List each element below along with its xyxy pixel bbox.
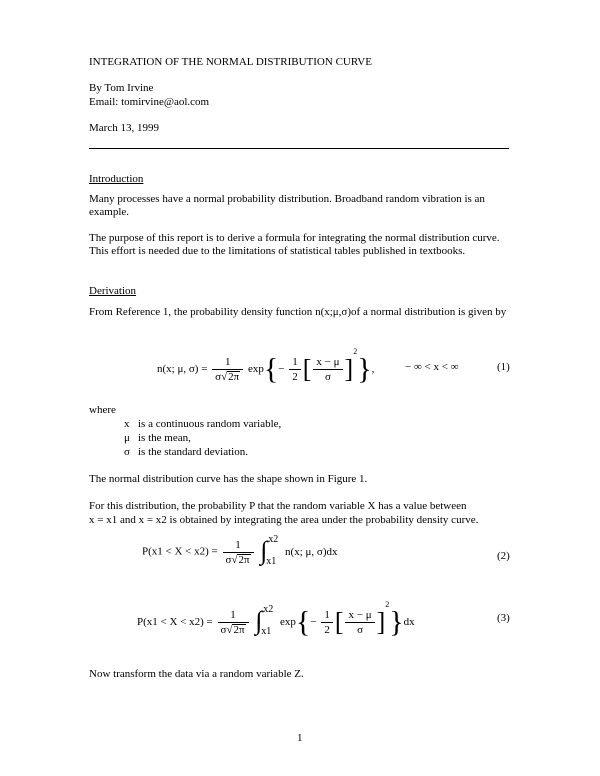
eq3-half-num: 1 <box>321 609 333 623</box>
eq1-inner-den: σ <box>324 370 331 383</box>
eq1-right-brace: } <box>357 352 372 386</box>
eq3-integral <box>255 604 274 638</box>
equation-2 <box>142 534 338 567</box>
def-sigma-symbol: σ <box>124 446 130 458</box>
eq3-den-sigma: σ <box>220 623 227 636</box>
eq2-upper-limit: x2 <box>268 534 279 545</box>
eq3-exp: exp <box>280 615 296 628</box>
eq3-lhs: P(x1 < X < x2) = <box>137 615 213 628</box>
eq1-right-bracket: ] <box>344 354 354 384</box>
probability-paragraph-line-2: x = x1 and x = x2 is obtained by integrating the area under the probability density curve. <box>89 514 479 526</box>
introduction-paragraph-1: Many processes have a normal probability distribution. Broadband random vibration is an example. <box>89 193 485 218</box>
eq3-left-bracket: [ <box>334 607 344 637</box>
eq3-power: 2 <box>385 600 390 609</box>
transform-paragraph: Now transform the data via a random variable Z. <box>89 668 304 680</box>
eq1-minus: − <box>278 362 285 375</box>
eq2-fraction <box>223 539 254 566</box>
probability-paragraph-line-1: For this distribution, the probability P that the random variable X has a value between <box>89 500 467 512</box>
def-mu <box>124 433 191 444</box>
eq3-minus: − <box>310 615 317 628</box>
eq3-half <box>321 609 333 636</box>
eq1-denominator: σ√2π <box>215 370 240 383</box>
shape-paragraph: The normal distribution curve has the shape shown in Figure 1. <box>89 473 368 485</box>
where-label: where <box>89 404 116 416</box>
def-sigma-text: is the standard deviation. <box>138 446 248 458</box>
eq1-numerator: 1 <box>212 356 243 370</box>
page-number: 1 <box>297 732 303 744</box>
date-line: March 13, 1999 <box>89 122 159 134</box>
eq1-inner-fraction <box>313 356 342 383</box>
eq3-upper-limit: x2 <box>263 604 274 616</box>
derivation-paragraph-1 <box>89 305 509 320</box>
eq2-lower-limit: x1 <box>266 556 277 567</box>
eq2-den-root: 2π <box>238 553 250 566</box>
eq1-left-brace: { <box>263 352 279 386</box>
derivation-text-end: of a normal distribution is given by <box>351 306 507 318</box>
introduction-heading: Introduction <box>89 173 144 185</box>
eq2-integral-sign: ∫ <box>260 536 268 565</box>
eq3-tail: dx <box>403 615 415 628</box>
eq3-right-brace: } <box>389 605 404 639</box>
eq3-denominator: σ√2π <box>220 623 245 636</box>
eq3-half-den: 2 <box>324 623 330 636</box>
eq2-numerator: 1 <box>223 539 254 553</box>
pdf-function-symbol: n(x;μ,σ) <box>315 306 352 318</box>
eq2-den-sigma: σ <box>225 553 232 566</box>
def-x <box>124 419 281 430</box>
def-mu-symbol: μ <box>124 432 130 444</box>
equation-1: n(x; μ, σ) = $\frac{1}{\sigma√2\pi}$ exp{− $\frac{1}{2}$ [ $\frac{x - \mu}{\sigma}$ ]$^2$}, <box>157 347 375 386</box>
eq2-label: (2) <box>497 550 510 562</box>
derivation-text-start: From Reference 1, the probability density function <box>89 306 316 318</box>
eq3-integral-sign: ∫ <box>255 606 263 636</box>
eq1-half <box>289 356 301 383</box>
header-divider <box>89 148 509 149</box>
eq3-label: (3) <box>497 612 510 624</box>
eq3-right-bracket: ] <box>376 607 386 637</box>
derivation-heading: Derivation <box>89 285 137 297</box>
eq3-lower-limit: x1 <box>261 626 272 638</box>
eq3-fraction <box>218 609 249 636</box>
def-x-symbol: x <box>124 418 130 430</box>
eq3-inner-fraction <box>345 609 374 636</box>
equation-3 <box>137 601 415 637</box>
eq1-fraction <box>212 356 243 383</box>
eq1-den-sigma: σ <box>215 370 222 383</box>
eq1-lhs: n(x; μ, σ) = <box>157 362 208 375</box>
def-x-text: is a continuous random variable, <box>138 418 282 430</box>
eq1-left-bracket: [ <box>302 354 312 384</box>
eq1-inner-num: x − μ <box>313 356 342 370</box>
def-sigma <box>124 447 248 458</box>
def-mu-text: is the mean, <box>138 432 191 444</box>
eq1-power: 2 <box>353 347 358 356</box>
email-line: Email: tomirvine@aol.com <box>89 96 210 108</box>
eq2-denominator: σ√2π <box>225 553 250 566</box>
eq2-integrand: n(x; μ, σ)dx <box>285 545 338 558</box>
eq3-inner-num: x − μ <box>345 609 374 623</box>
eq2-lhs: P(x1 < X < x2) = <box>142 545 218 558</box>
eq1-half-den: 2 <box>292 370 298 383</box>
eq3-numerator: 1 <box>218 609 249 623</box>
eq3-left-brace: { <box>295 605 311 639</box>
eq1-label: (1) <box>497 361 510 373</box>
eq3-inner-den: σ <box>357 623 363 636</box>
eq2-integral <box>260 534 279 567</box>
author-line: By Tom Irvine <box>89 82 154 94</box>
eq3-den-root: 2π <box>233 623 245 636</box>
introduction-paragraph-2: The purpose of this report is to derive a formula for integrating the normal distribution curve. This effort is needed due to the limitations of statistical tables published in textbooks. <box>89 232 500 257</box>
eq1-exp: exp <box>247 362 264 375</box>
eq1-half-num: 1 <box>289 356 301 370</box>
eq1-den-root: 2π <box>228 370 240 383</box>
eq1-range: − ∞ < x < ∞ <box>405 361 459 373</box>
document-title: INTEGRATION OF THE NORMAL DISTRIBUTION CURVE <box>89 56 372 68</box>
